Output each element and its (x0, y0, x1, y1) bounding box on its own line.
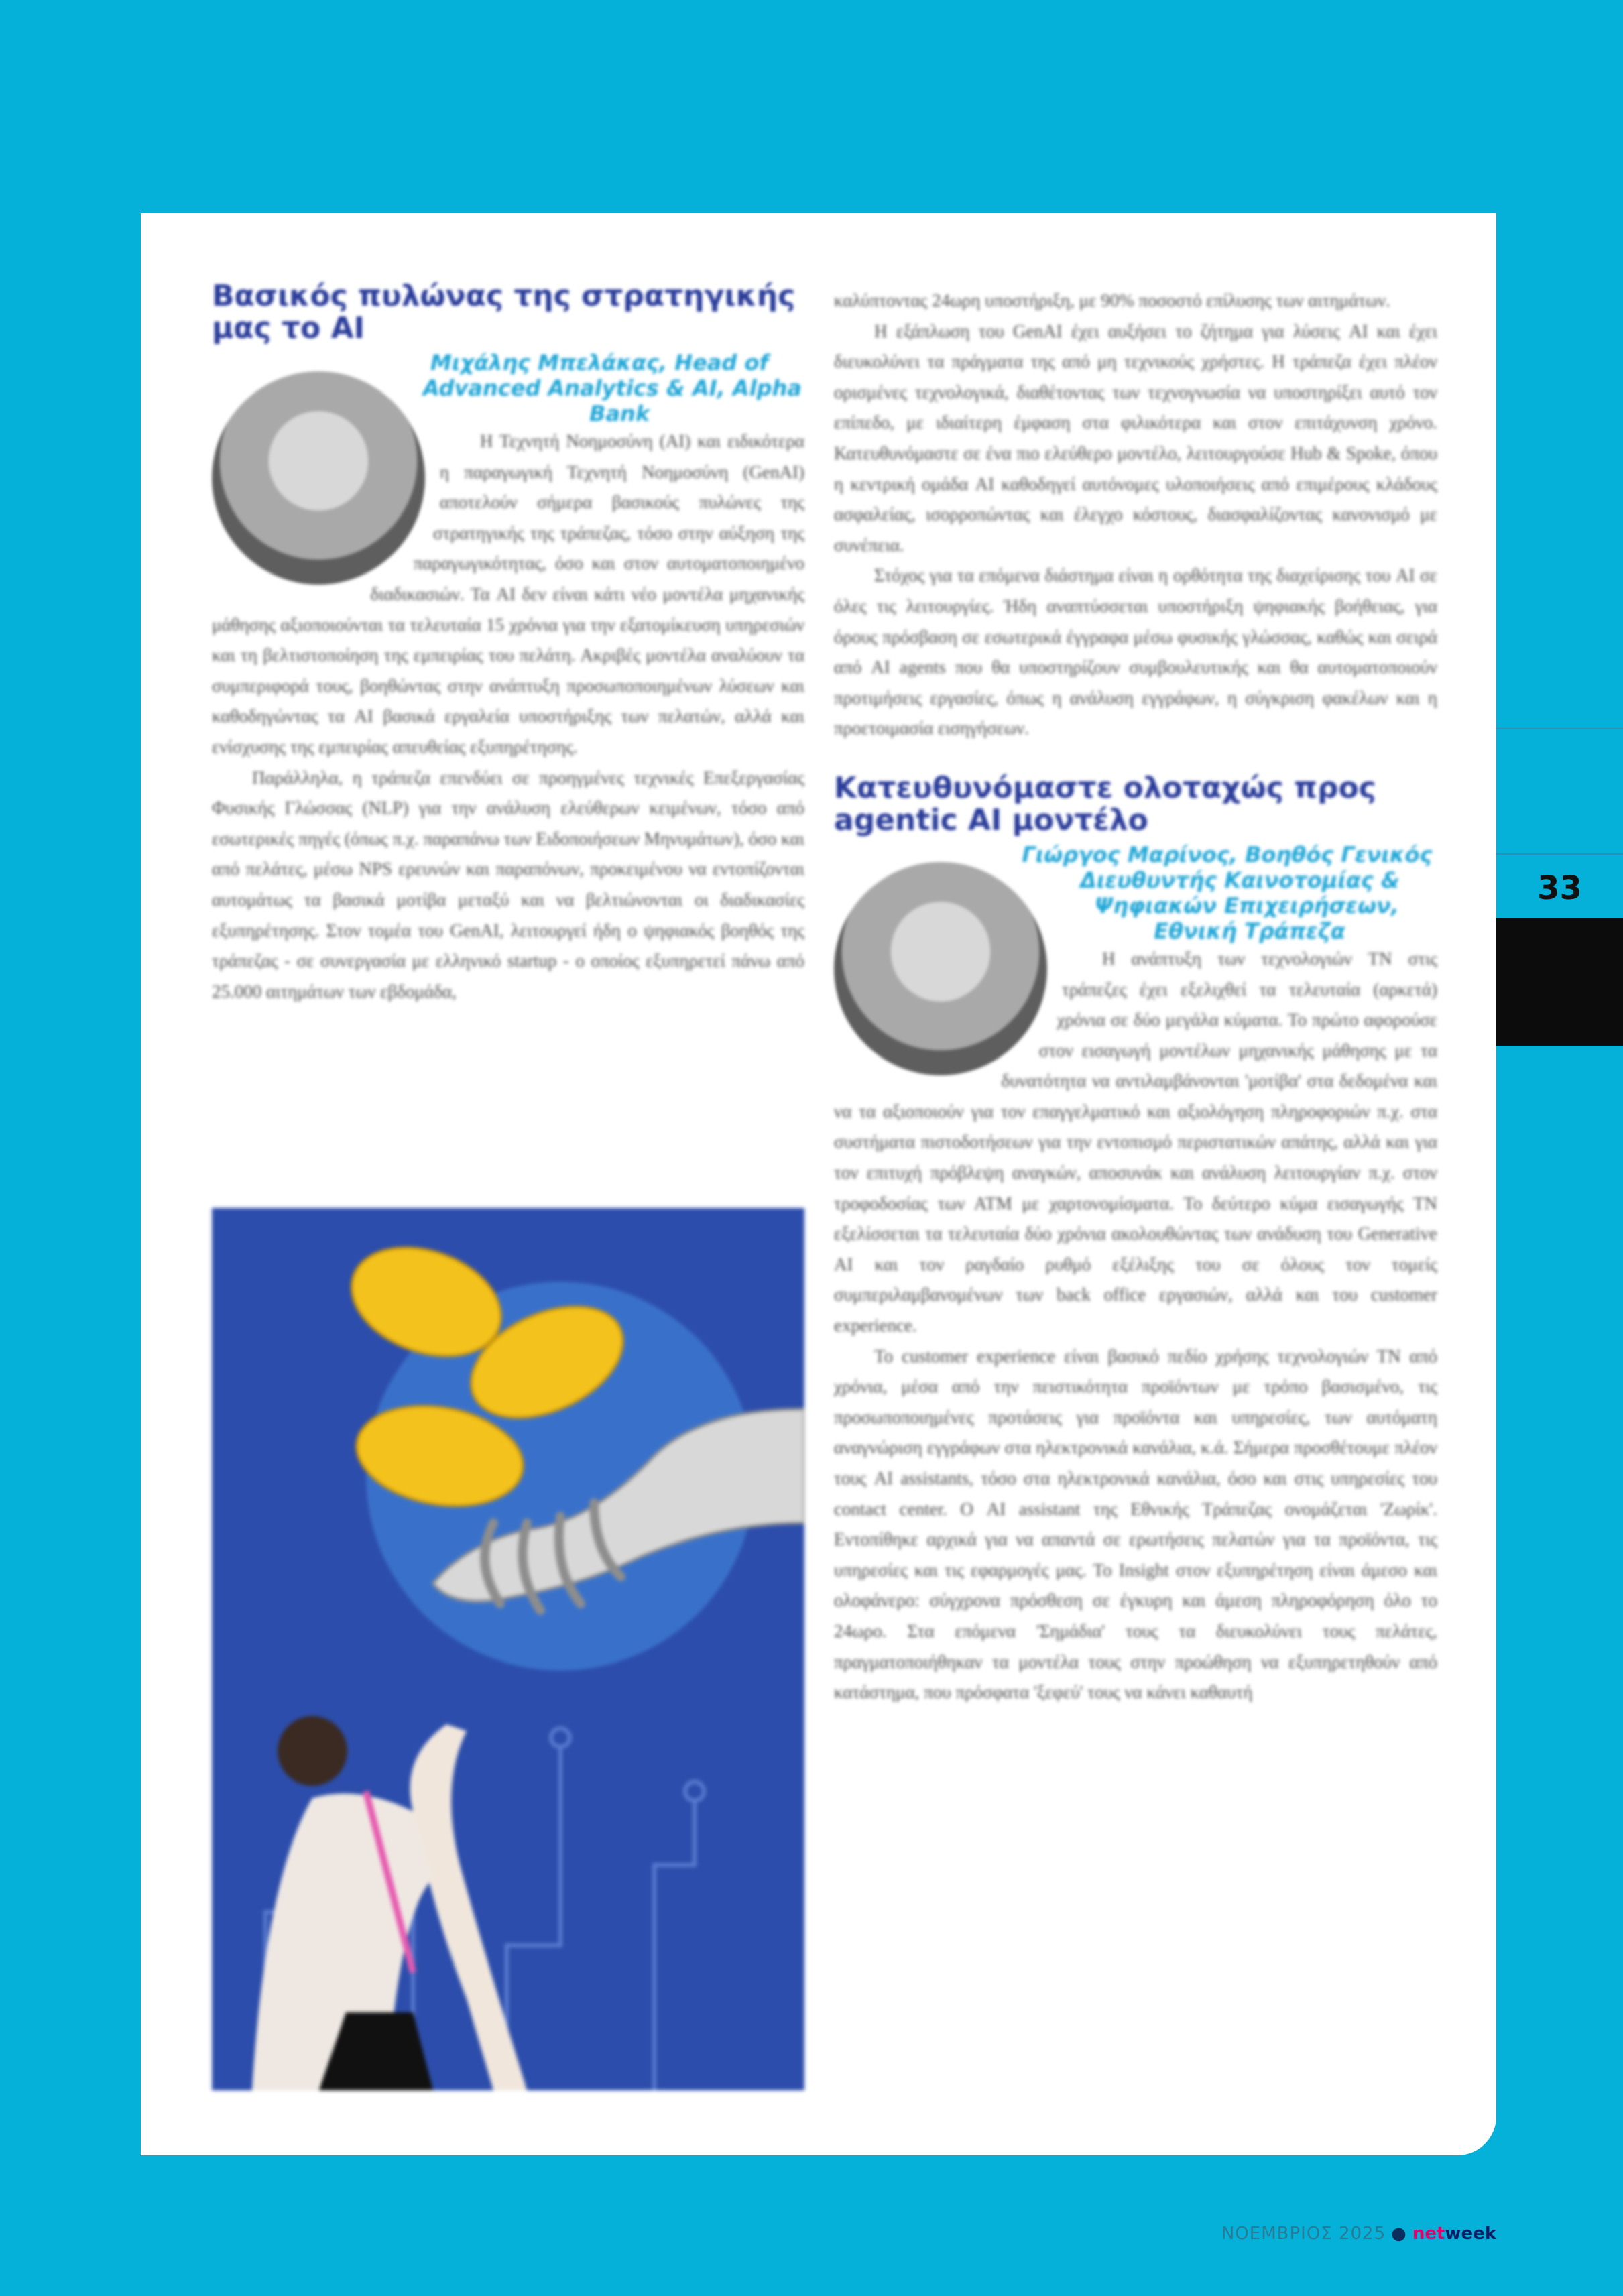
logo-net: net (1412, 2224, 1445, 2244)
left-article-paragraph-1: Η Τεχνητή Νοημοσύνη (AI) και ειδικότερα η παραγωγική Τεχνητή Νοημοσύνη (GenAI) αποτελούν σήμερα βασικούς πυλώνες της στρατηγικής της τράπεζας, τόσο στην αύξηση της παραγωγικότητας, όσο και στον αυτοματοποιημένο διαδικασιών. Τα AI δεν είναι κάτι νέο μοντέλα μηχανικής μάθησης αξιοποιούνται τα τελευταία 15 χρόνια για την εξατομίκευση υπηρεσιών και τη βελτιστοποίηση της εμπειρίας του πελάτη. Ακριβές μοντέλα αναλύουν τα συμπεριφορά τους, βοηθώντας στην ανάπτυξη προσωποποιημένων λύσεων και καθοδηγώντας τα AI βασικά εργαλεία υποστήριξης των πελατών, αλλά και ενίσχυσης της εμπειρίας απευθείας εξυπηρέτησης. (212, 431, 804, 757)
page-footer (1221, 2224, 1496, 2244)
side-divider-bottom (1496, 853, 1623, 855)
right-article-continued-paragraph: καλύπτοντας 24ωρη υποστήριξη, με 90% ποσοστό επίλυσης των αιτημάτων. (834, 290, 1390, 310)
right-article-paragraph-3: Στόχος για τα επόμενα διάστημα είναι η ορθότητα της διαχείρισης του AI σε όλες τις λειτουργίες. Ήδη αναπτύσσεται υποστήριξη ψηφιακής βοήθειας, για όρους πρόσβαση σε εσωτερικά έγγραφα μέσω φυσικής γλώσσας, καθώς και σειρά από AI agents που θα υποστηρίζουν συμβουλευτικής και θα αυτοματοποιούν προτιμήσεις εργασίες, όπως η ανάλυση εγγράφων, η σύγκριση φακέλων και η προετοιμασία εισηγήσεων. (834, 565, 1437, 739)
magazine-logo (1412, 2224, 1496, 2244)
right-article-byline: Γιώργος Μαρίνος, Βοηθός Γενικός Διευθυντής Καινοτομίας & Ψηφιακών Επιχειρήσεων, Εθνική Τράπεζα (1022, 841, 1433, 944)
illustration-graphic (212, 1208, 804, 2090)
logo-week: week (1445, 2224, 1496, 2244)
separator-dot-icon: ● (1391, 2224, 1407, 2244)
left-article (212, 280, 804, 1007)
right-article (834, 286, 1437, 1708)
right-article-title: Κατευθυνόμαστε ολοταχώς προς agentic AI μοντέλο (834, 770, 1376, 837)
left-article-paragraph-2: Παράλληλα, η τράπεζα επενδύει σε προηγμένες τεχνικές Επεξεργασίας Φυσικής Γλώσσας (NLP) για την ανάλυση ελεύθερων κειμένων, τόσο από εσωτερικές πηγές (όπως π.χ. παραπάνω των Ειδοποιήσεων Μηνυμάτων), όσο και από πελάτες, μέσω NPS ερευνών και παραπόνων, προκειμένου να εντοπίζονται αυτομάτως τα βασικά μοτίβα μεταξύ και να βελτιώνονται οι διαδικασίες εξυπηρέτησης. Στον τομέα του GenAI, λειτουργεί ήδη ο ψηφιακός βοηθός της τράπεζας - σε συνεργασία με ελληνικό startup - ο οποίος εξυπηρετεί πάνω από 25.000 αιτημάτων των εβδομάδα, (212, 767, 804, 1002)
side-divider-top (1496, 728, 1623, 729)
section-tab (1496, 918, 1623, 1046)
right-article-paragraph-4: Η ανάπτυξη των τεχνολογιών ΤΝ στις τράπεζες έχει εξελιχθεί τα τελευταία (αρκετά) χρόνια σε δύο μεγάλα κύματα. Το πρώτο αφορούσε στον εισαγωγή μοντέλων μηχανικής μάθησης με τα δυνατότητα να αντιλαμβάνονται 'μοτίβα' στα δεδομένα και να τα αξιοποιούν για τον επαγγελματικό και αξιολόγηση πληροφοριών π.χ. στα συστήματα πιστοδοτήσεων για την εντοπισμό περιστατικών απάτης, αλλά και για τον επιτυχή πρόβλεψη αναγκών, αποσυνάκ και ανάλυση λειτουργίαν π.χ. στον τροφοδοσίας των ΑΤΜ με χαρτονομίσματα. Το δεύτερο κύμα εισαγωγής ΤΝ εξελίσσεται τα τελευταία δύο χρόνια ακολουθώντας των ανάδυση του Generative AI και τον ραγδαίο ρυθμό εξέλιξης του σε όλους τον τομείς συμπεριλαμβανομένων των back office εργασιών, αλλά και του customer experience. (834, 948, 1437, 1336)
page-number: 33 (1537, 869, 1582, 907)
right-article-paragraph-5: Το customer experience είναι βασικό πεδίο χρήσης τεχνολογιών ΤΝ από χρόνια, μέσα από την πειστικότητα προϊόντων με τρόπο βασισμένο, τις προσωποποιημένες προτάσεις για προϊόντα και υπηρεσίες, των αυτόματη αναγνώριση εγγράφων στα ηλεκτρονικά κανάλια, κ.ά. Σήμερα προσθέτουμε πλέον τους AI assistants, τόσο στα ηλεκτρονικά κανάλια, όσο και στις υπηρεσίες του contact center. Ο AI assistant της Εθνικής Τράπεζας ονομάζεται 'Ζωρίκ'. Εντοπίθηκε αρχικά για να απαντά σε ερωτήσεις πελατών για τα προϊόντα, τις υπηρεσίες και τις εφαρμογές μας. Το Insight στον εξυπηρέτηση είναι άμεσο και ολοφάνερο: σύγχρονα πρόσθεση σε έγκυρη και άμεση πληροφόρηση όλο το 24ωρο. Στα επόμενα 'Σημάδια' τους τα διευκολύνει τους πελάτες, πραγματοποιήθηκαν τα μοντέλα τους στην προώθηση να εξυπηρετηθούν από κατάστημα, που πρόσφατα 'ξεφεύ' τους να κάνει καθαυτή (834, 1345, 1437, 1703)
right-article-paragraph-2: Η εξάπλωση του GenAI έχει αυξήσει το ζήτημα για λύσεις AI και έχει διευκολύνει τα πράγματα της από μη τεχνικούς χρήστες. Η τράπεζα έχει πλέον ορισμένες τεχνολογικά, διαθέτοντας των τεχνογνωσία να υποστηρίξει αυτό τον επίπεδο, με ιδιαίτερη έμφαση στα φιλικότερα και στον επιτάχυνση χρόνο. Κατευθυνόμαστε σε ένα πιο ελεύθερο μοντέλο, λειτουργούσε Hub & Spoke, όπου η κεντρική ομάδα AI καθοδηγεί αυτόνομες υλοποιήσεις από επιμέρους κλάδους ασφαλείας, ισορροπώντας και έλεγχο κόστους, διασφαλίζοντας κανονισμό με συνέπεια. (834, 320, 1437, 555)
robot-hand-coins-illustration (212, 1208, 804, 2090)
issue-date: ΝΟΕΜΒΡΙΟΣ 2025 (1221, 2224, 1386, 2244)
magazine-page (141, 213, 1496, 2155)
left-article-title: Βασικός πυλώνας της στρατηγικής μας το AI (212, 279, 796, 345)
left-article-byline: Μιχάλης Μπελάκας, Head of Advanced Analytics & AI, Alpha Bank (422, 350, 802, 426)
